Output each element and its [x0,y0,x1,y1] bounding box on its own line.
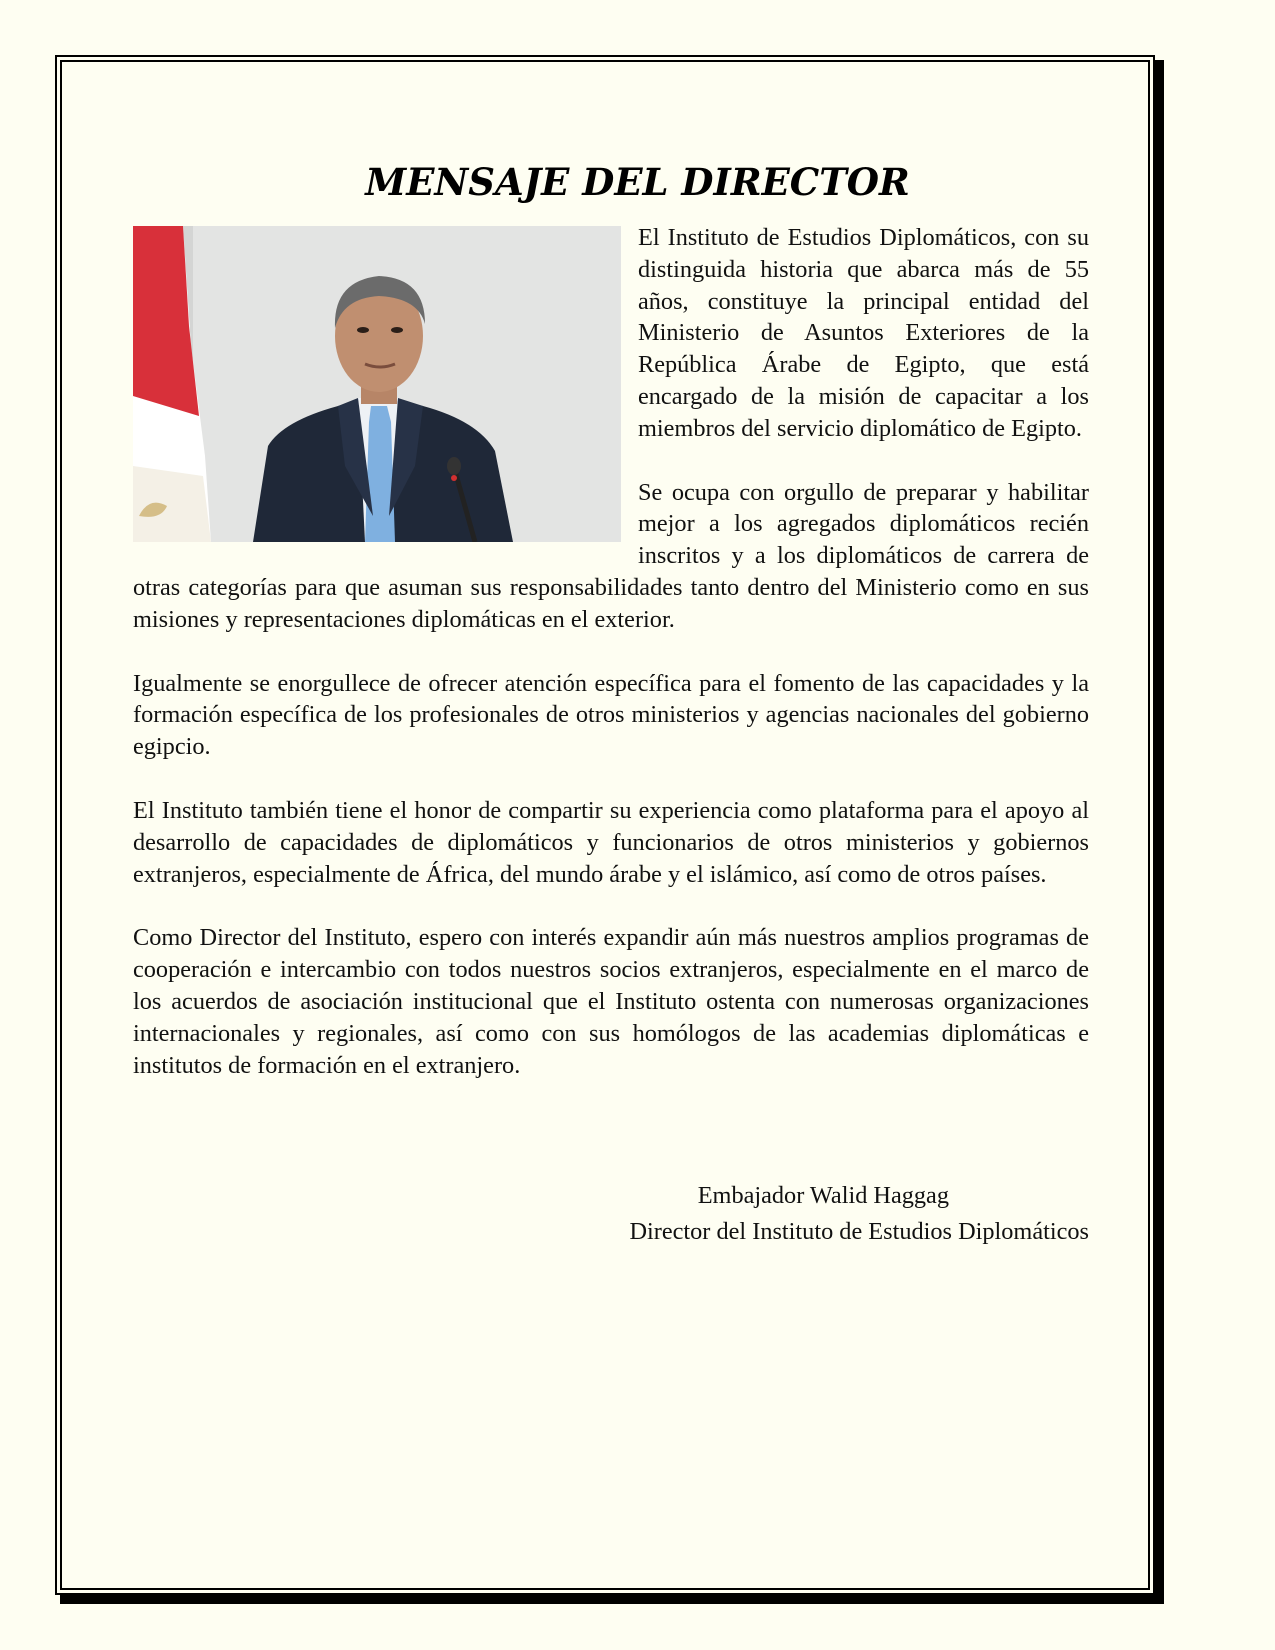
paragraph-national-agencies: Igualmente se enorgullece de ofrecer atención específica para el fomento de las capacidades y la formación específica de los profesionales de otros ministerios y agencias nacionales del gobierno egipcio. [133,669,1089,761]
signature-role: Director del Instituto de Estudios Diplomáticos [629,1218,1089,1245]
portrait-photo-icon [133,226,621,542]
paragraph-international-support: El Instituto también tiene el honor de compartir su experiencia como plataforma para el apoyo al desarrollo de capacidades de diplomáticos y funcionarios de otros ministerios y gobiernos extranjeros, especialmente de África, del mundo árabe y el islámico, así como de otros países. [133,796,1089,888]
signature-name: Embajador Walid Haggag [697,1182,949,1209]
director-portrait-photo [133,226,621,542]
paragraph-cooperation: Como Director del Instituto, espero con interés expandir aún más nuestros amplios programas de cooperación e intercambio con todos nuestros socios extranjeros, especialmente en el marco de los acuerdos de asociación institucional que el Instituto ostenta con numerosas organizaciones internacionales y regionales, así como con sus homólogos de las academias diplomáticas e institutos de formación en el extranjero. [133,924,1089,1079]
signature-block [629,1178,1089,1250]
paragraph-training: Se ocupa con orgullo de preparar y habilitar mejor a los agregados diplomáticos recién inscritos y a los diplomáticos de carrera de otras categorías para que asuman sus responsabilidades tanto dentro del Ministerio como en sus misiones y representaciones diplomáticas en el exterior. [133,478,1089,633]
paragraph-intro: El Instituto de Estudios Diplomáticos, con su distinguida historia que abarca más de 55 años, constituye la principal entidad del Ministerio de Asuntos Exteriores de la República Árabe de Egipto, que está encargado de la misión de capacitar a los miembros del servicio diplomático de Egipto. [638,224,1089,442]
document-body [133,222,1089,1113]
document-title: MENSAJE DEL DIRECTOR [365,160,910,204]
